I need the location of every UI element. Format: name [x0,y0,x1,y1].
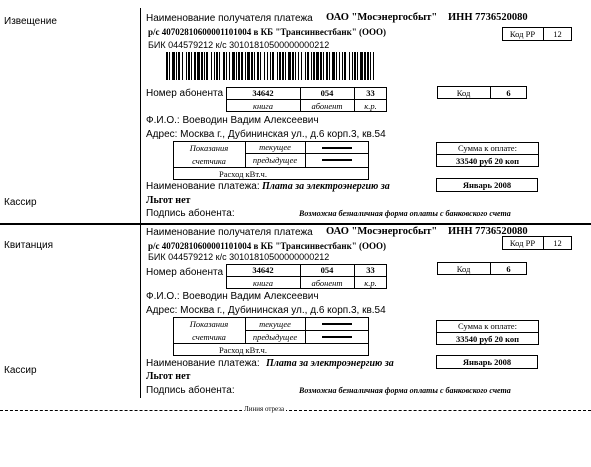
benefits: Льгот нет [146,195,191,206]
account-line: р/с 40702810600001101004 в КБ "Трансинвестбанк" (ООО) [148,27,387,37]
kod-label: Код [456,87,471,98]
subscriber-number-label: Номер абонента [146,267,224,278]
sum-value: 33540 руб 20 коп [455,333,520,344]
signature-label: Подпись абонента: [146,208,235,219]
address: Адрес: Москва г., Дубининская ул., д.6 корп.3, кв.54 [146,305,386,316]
book-caption: книга [252,277,273,288]
recipient-label: Наименование получателя платежа [146,13,313,24]
inn: ИНН 7736520080 [448,226,528,237]
meter-label-1: Показания [189,142,229,153]
abonent-number: 054 [320,88,334,98]
account-line: р/с 40702810600001101004 в КБ "Трансинвестбанк" (ООО) [148,241,387,251]
notice-label: Извещение [4,16,57,27]
bik-line: БИК 044579212 к/с 30101810500000000212 [148,40,330,50]
kod-rr-value: 12 [553,238,562,248]
payment-label: Наименование платежа: [146,358,260,369]
meter-label-2: счетчика [192,155,226,166]
section-divider [0,223,591,225]
book-number: 34642 [252,88,274,98]
full-name: Ф.И.О.: Воеводин Вадим Алексеевич [146,115,319,126]
recipient-name: ОАО "Мосэнергосбыт" [326,226,438,237]
period: Январь 2008 [462,180,512,190]
meter-label-1: Показания [189,318,229,329]
kr-caption: к.р. [364,100,377,111]
kod-label: Код [456,263,471,274]
recipient-label: Наименование получателя платежа [146,227,313,238]
consumption-label: Расход кВт.ч. [219,168,267,179]
inn: ИНН 7736520080 [448,12,528,23]
cashless-note: Возможна безналичная форма оплаты с банковского счета [299,386,511,395]
kr-caption: к.р. [364,277,377,288]
kod-rr-label: Код РР [509,29,536,39]
receipt-label: Квитанция [4,240,54,251]
payment-value: Плата за электроэнергию за [262,181,390,192]
subscriber-number-label: Номер абонента [146,88,224,99]
current-reading-label: текущее [259,318,291,329]
cut-line [0,410,591,411]
current-reading-label: текущее [259,142,291,152]
previous-reading-value [322,336,352,338]
payment-value: Плата за электроэнергию за [266,358,394,369]
period: Январь 2008 [462,357,512,367]
kod-rr-label: Код РР [509,238,536,248]
current-reading-value [322,323,352,325]
signature-label: Подпись абонента: [146,385,235,396]
benefits: Льгот нет [146,371,191,382]
book-caption: книга [252,100,273,111]
cashier-label-bottom: Кассир [4,365,37,376]
previous-reading-label: предыдущее [252,331,298,342]
previous-reading-label: предыдущее [252,155,298,165]
sum-label: Сумма к оплате: [458,143,517,153]
address: Адрес: Москва г., Дубининская ул., д.6 корп.3, кв.54 [146,129,386,140]
kr-number: 33 [366,88,375,98]
previous-reading-value [322,159,352,161]
column-divider [140,8,141,398]
abonent-caption: абонент [311,277,343,288]
book-number: 34642 [252,265,274,275]
abonent-caption: абонент [311,100,343,111]
current-reading-value [322,147,352,149]
bik-line: БИК 044579212 к/с 30101810500000000212 [148,252,330,262]
kod-value: 6 [506,87,511,98]
meter-div2 [305,141,306,167]
kod-rr-value: 12 [553,29,562,39]
barcode [166,52,548,80]
abonent-number: 054 [320,265,334,275]
payment-label: Наименование платежа: [146,181,260,192]
sum-value: 33540 руб 20 коп [455,155,520,166]
sum-label: Сумма к оплате: [458,321,517,331]
consumption-label: Расход кВт.ч. [219,344,267,355]
cashier-label-top: Кассир [4,197,37,208]
kr-number: 33 [366,265,375,275]
cashless-note: Возможна безналичная форма оплаты с банковского счета [299,209,511,218]
cut-line-label: Линия отреза [244,405,285,413]
recipient-name: ОАО "Мосэнергосбыт" [326,12,438,23]
full-name: Ф.И.О.: Воеводин Вадим Алексеевич [146,291,319,302]
kod-value: 6 [506,263,511,274]
meter-label-2: счетчика [192,331,226,342]
